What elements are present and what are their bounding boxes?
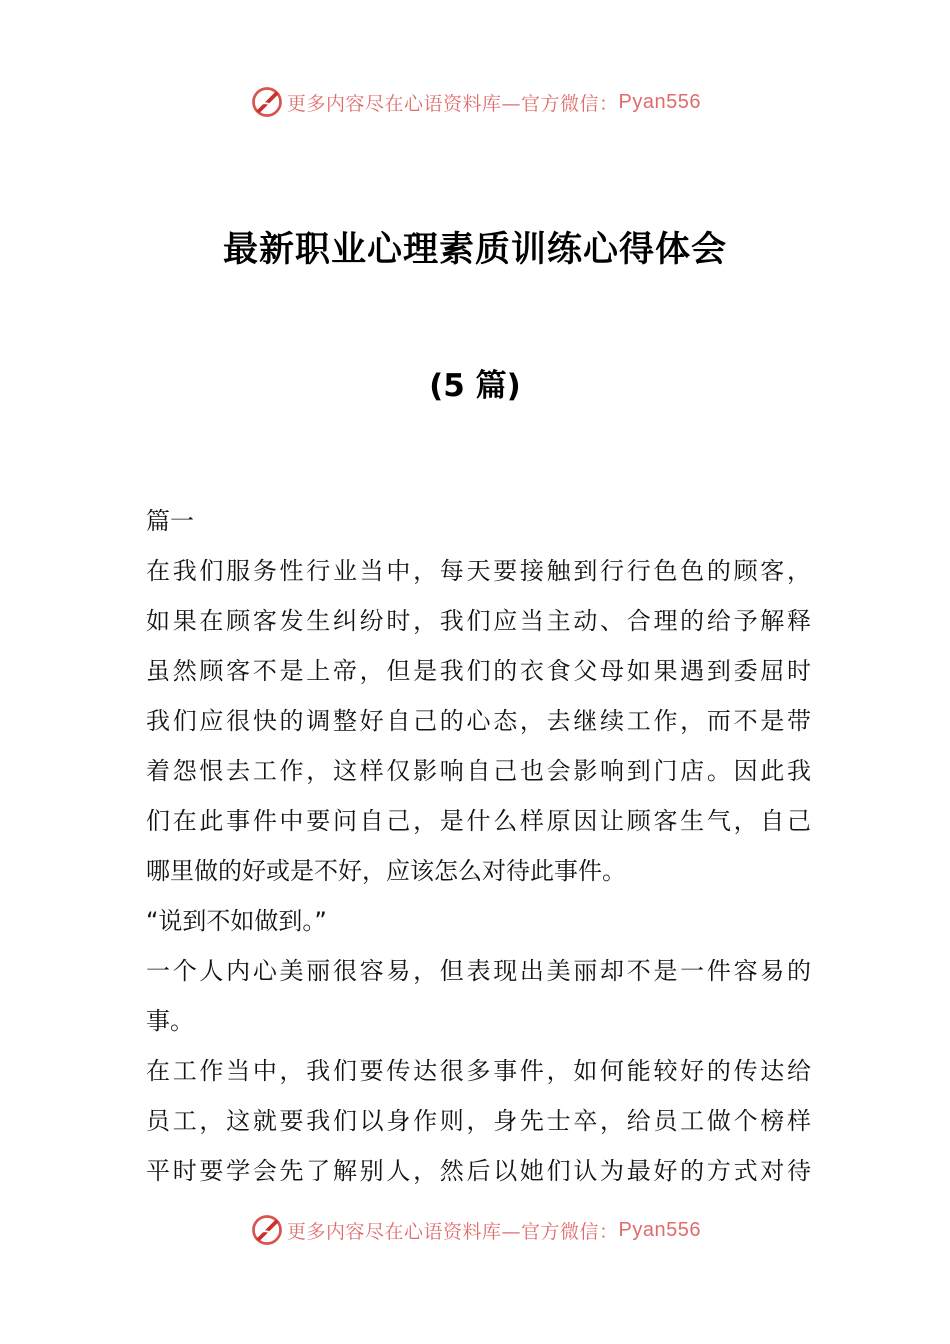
document-body — [146, 496, 811, 1196]
header-watermark — [0, 82, 950, 122]
footer-watermark — [0, 1210, 950, 1250]
paragraph-line: 员工，这就要我们以身作则，身先士卒，给员工做个榜样 — [146, 1107, 811, 1135]
paragraph-line: 我们应很快的调整好自己的心态，去继续工作，而不是带 — [146, 707, 811, 735]
watermark-handle: Pyan556 — [618, 1218, 701, 1241]
watermark-text: 更多内容尽在心语资料库—官方微信： — [287, 92, 619, 115]
paragraph-line: 在我们服务性行业当中，每天要接触到行行色色的顾客， — [146, 557, 811, 585]
section-heading: 篇一 — [146, 507, 194, 535]
quote-line: “说到不如做到。” — [146, 907, 327, 935]
document-title: 最新职业心理素质训练心得体会 — [222, 229, 727, 270]
watermark-text: 更多内容尽在心语资料库—官方微信： — [287, 1220, 619, 1243]
paragraph-line: 一个人内心美丽很容易，但表现出美丽却不是一件容易的 — [146, 957, 811, 985]
quill-logo-icon — [249, 1212, 285, 1248]
paragraph-line: 们在此事件中要问自己，是什么样原因让顾客生气，自己 — [146, 807, 811, 835]
paragraph-line: 哪里做的好或是不好，应该怎么对待此事件。 — [146, 857, 626, 885]
paragraph-line: 着怨恨去工作，这样仅影响自己也会影响到门店。因此我 — [146, 757, 811, 785]
document-subtitle: (5 篇) — [429, 368, 521, 404]
quill-logo-icon — [249, 84, 285, 120]
watermark-handle: Pyan556 — [618, 90, 701, 113]
paragraph-line: 如果在顾客发生纠纷时，我们应当主动、合理的给予解释 — [146, 607, 811, 635]
paragraph-line: 在工作当中，我们要传达很多事件，如何能较好的传达给 — [146, 1057, 811, 1085]
paragraph-line: 事。 — [146, 1007, 194, 1035]
paragraph-line: 虽然顾客不是上帝，但是我们的衣食父母如果遇到委屈时 — [146, 657, 811, 685]
paragraph-line: 平时要学会先了解别人，然后以她们认为最好的方式对待 — [146, 1157, 811, 1185]
